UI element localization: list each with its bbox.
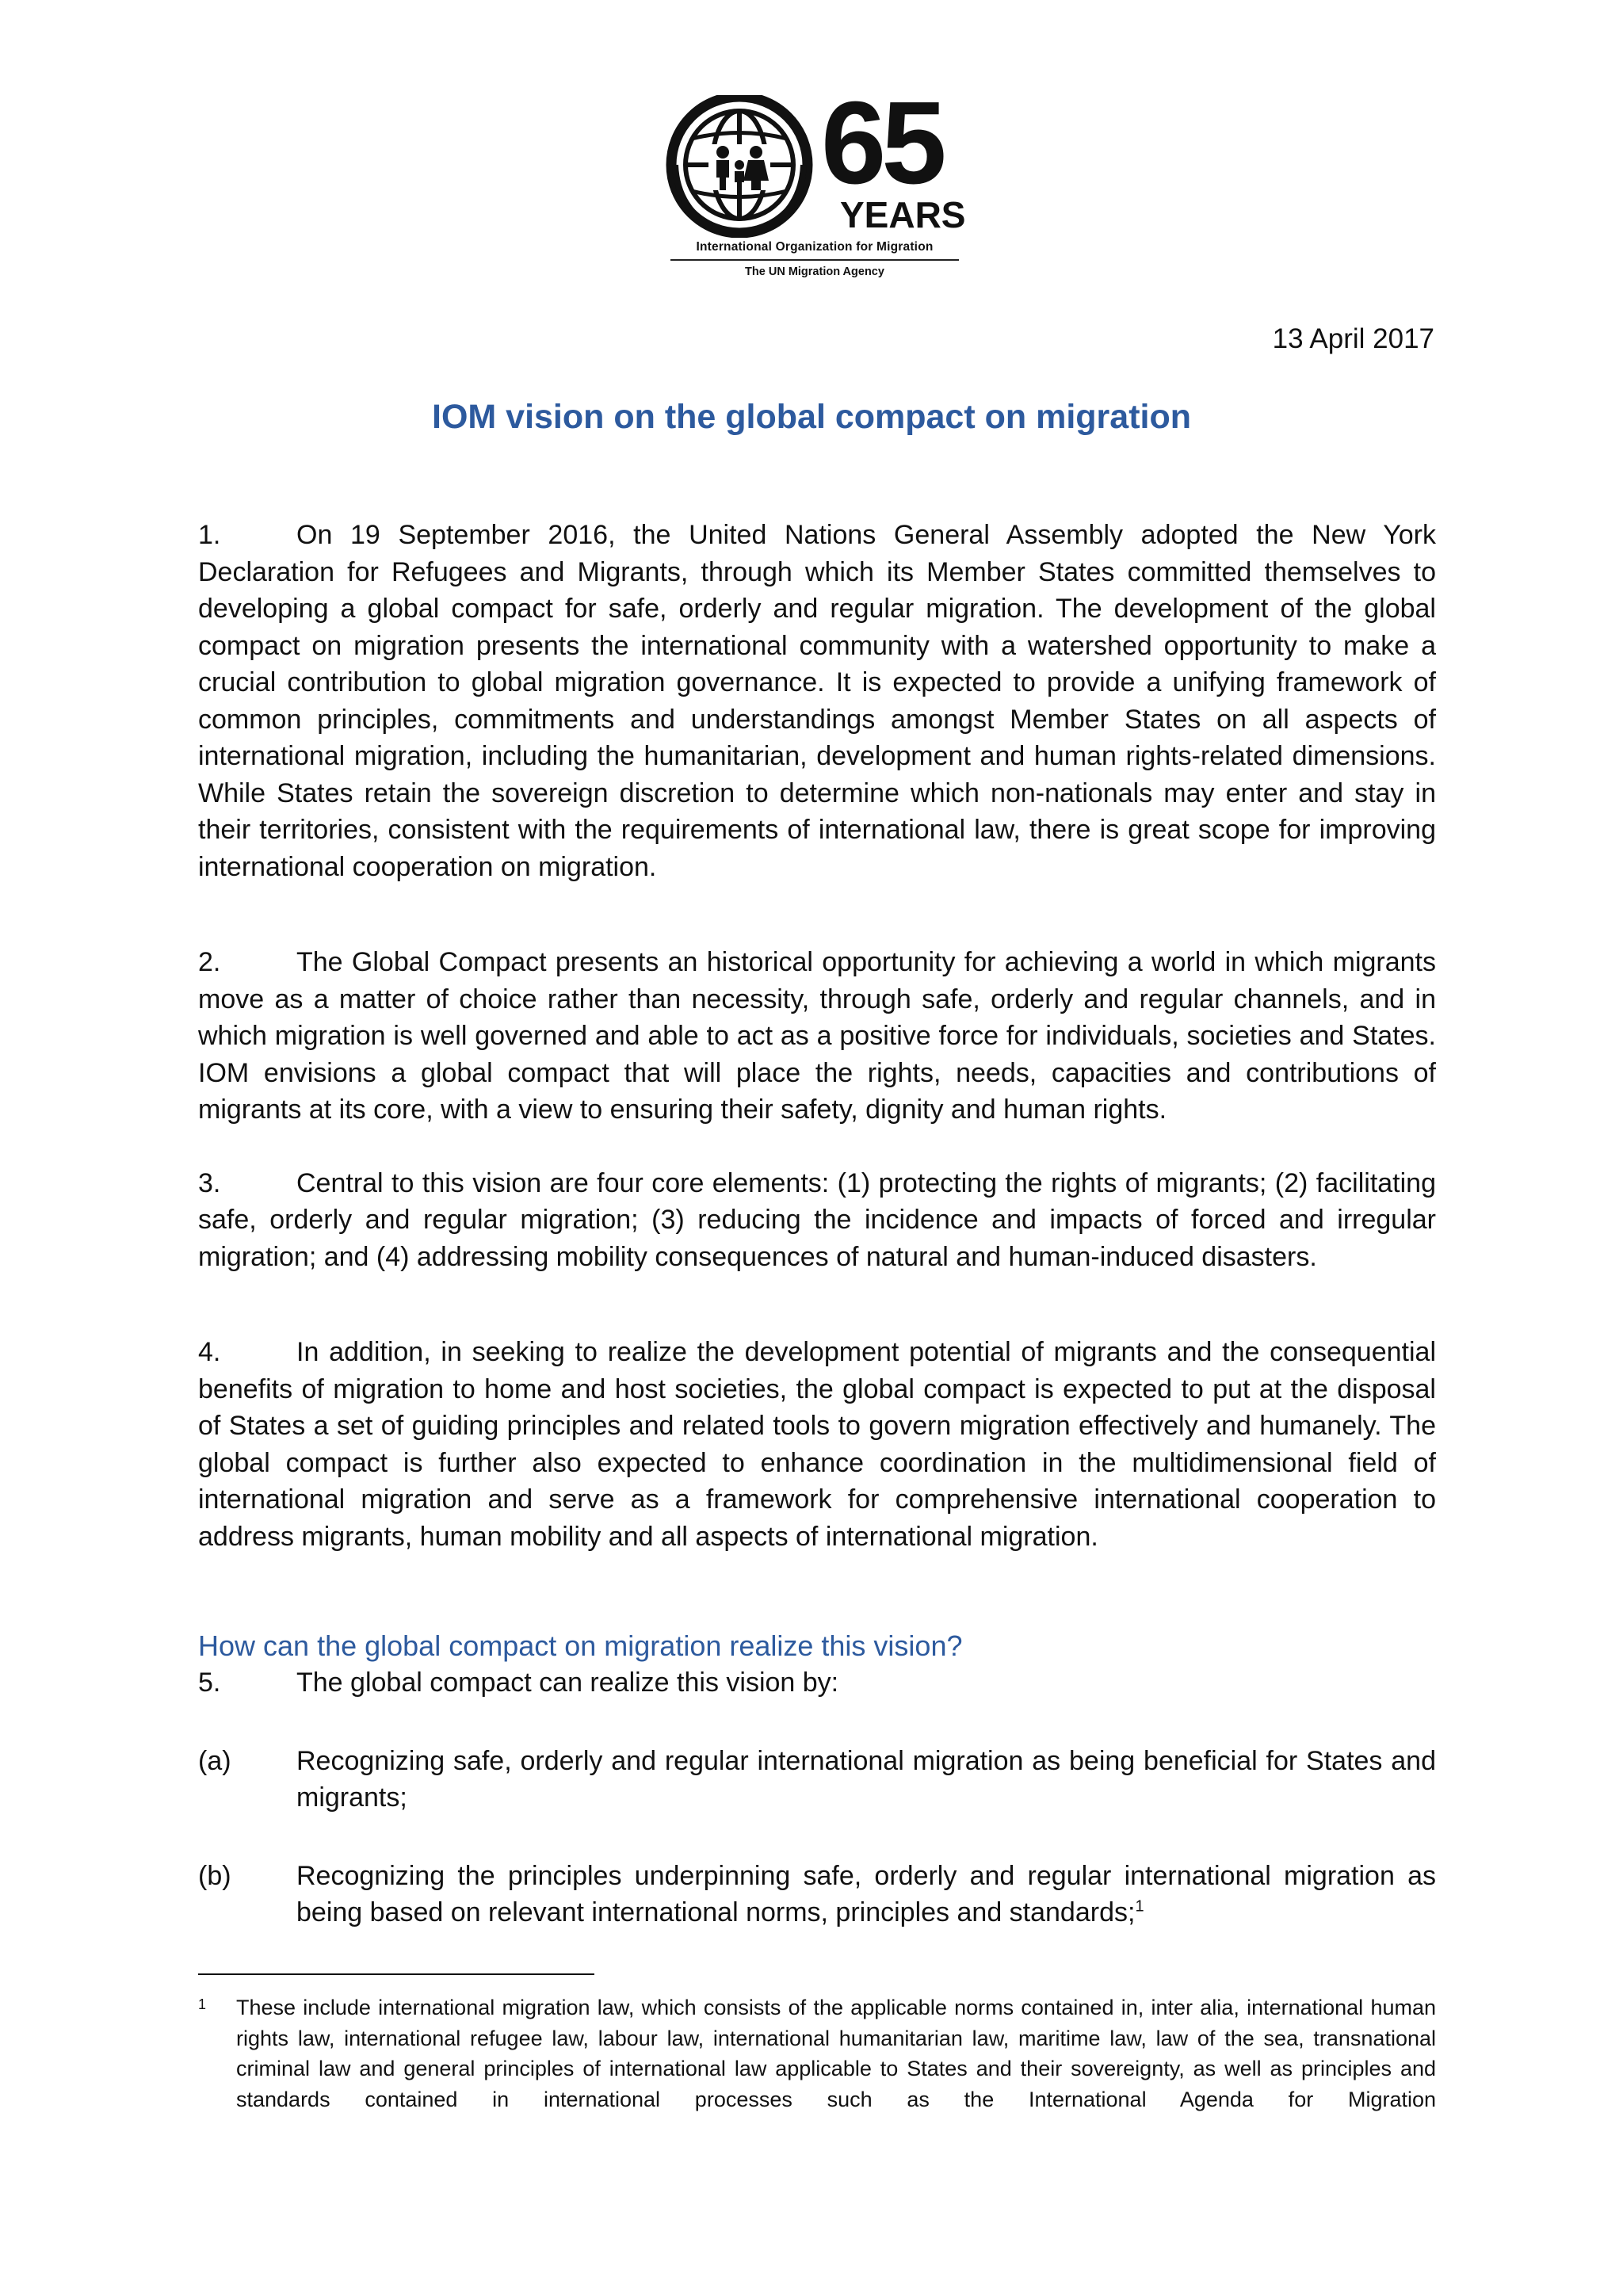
paragraph-4 (198, 1334, 1436, 1555)
org-name: International Organization for Migration (696, 240, 934, 254)
paragraph-number: 5. (198, 1668, 221, 1698)
paragraph-1 (198, 517, 1436, 885)
org-tagline: The UN Migration Agency (745, 266, 884, 278)
list-item-b (198, 1858, 1436, 1931)
paragraph-3 (198, 1165, 1436, 1276)
body-content (198, 517, 1436, 1555)
list-item-text: Recognizing safe, orderly and regular international migration as being beneficial for States and migrants; (296, 1745, 1436, 1813)
list-item-body: Recognizing the principles underpinning safe, orderly and regular international migration as being based on relevant international norms, principles and standards; (296, 1860, 1436, 1927)
vision-list (198, 1664, 1436, 1931)
paragraph-number: 3. (198, 1167, 221, 1198)
footnote-separator (198, 1973, 594, 1975)
section-subheading: How can the global compact on migration realize this vision? (198, 1629, 963, 1662)
footnote-reference[interactable]: 1 (1135, 1897, 1144, 1916)
logo-divider (670, 259, 959, 261)
footnote-1 (198, 1992, 1436, 2115)
anniversary-number: 65 (821, 78, 942, 208)
paragraph-number: 1. (198, 520, 221, 550)
paragraph-text: On 19 September 2016, the United Nations General Assembly adopted the New York Declaration for Refugees and Migrants, through which its Member States committed themselves to developing a global compact for safe, orderly and regular migration. The development of the global compact on migration presents the international community with a watershed opportunity to make a crucial contribution to global migration governance. It is expected to provide a unifying framework of common principles, commitments and understandings amongst Member States on all aspects of international migration, including the humanitarian, development and human rights-related dimensions. While States retain the sovereign discretion to determine which non-nationals may enter and stay in their territories, consistent with the requirements of international law, there is great scope for improving international cooperation on migration. (198, 520, 1436, 882)
paragraph-number: 4. (198, 1337, 221, 1367)
iom-65-years-logo (664, 78, 966, 293)
paragraph-2 (198, 944, 1436, 1129)
paragraph-5 (198, 1664, 1436, 1702)
paragraph-text: The Global Compact presents an historical opportunity for achieving a world in which migrants move as a matter of choice rather than necessity, through safe, orderly and regular channels, and in which migration is well governed and able to act as a positive force for individuals, societies and States. IOM envisions a global compact that will place the rights, needs, capacities and contributions of migrants at its core, with a view to ensuring their safety, dignity and human rights. (198, 947, 1436, 1125)
footnote-number: 1 (198, 1996, 207, 2012)
paragraph-text: Central to this vision are four core elements: (1) protecting the rights of migrants; (2) facilitating safe, orderly and regular migration; (3) reducing the incidence and impacts of forced and irregular migration; and (4) addressing mobility consequences of natural and human-induced disasters. (198, 1167, 1436, 1272)
anniversary-word: YEARS (840, 194, 966, 235)
list-item-label: (b) (198, 1860, 231, 1891)
document-date: 13 April 2017 (1272, 323, 1434, 354)
document-title: IOM vision on the global compact on migration (432, 398, 1191, 436)
list-item-a (198, 1743, 1436, 1817)
paragraph-number: 2. (198, 947, 221, 977)
footnote-text: These include international migration law, which consists of the applicable norms contained in, inter alia, international human rights law, international refugee law, labour law, international humanitarian law, maritime law, law of the sea, transnational criminal law and general principles of international law applicable to States and their sovereignty, as well as principles and standards contained in international processes such as the International Agenda for Migration (236, 1996, 1436, 2111)
paragraph-text: The global compact can realize this vision by: (296, 1668, 839, 1698)
paragraph-text: In addition, in seeking to realize the development potential of migrants and the consequential benefits of migration to home and host societies, the global compact is expected to put at the disposal of States a set of guiding principles and related tools to govern migration effectively and humanely. The global compact is further also expected to enhance coordination in the multidimensional field of international migration and serve as a framework for comprehensive international cooperation to address migrants, human mobility and all aspects of international migration. (198, 1337, 1436, 1552)
list-item-label: (a) (198, 1745, 231, 1776)
list-item-text (296, 1858, 1436, 1931)
